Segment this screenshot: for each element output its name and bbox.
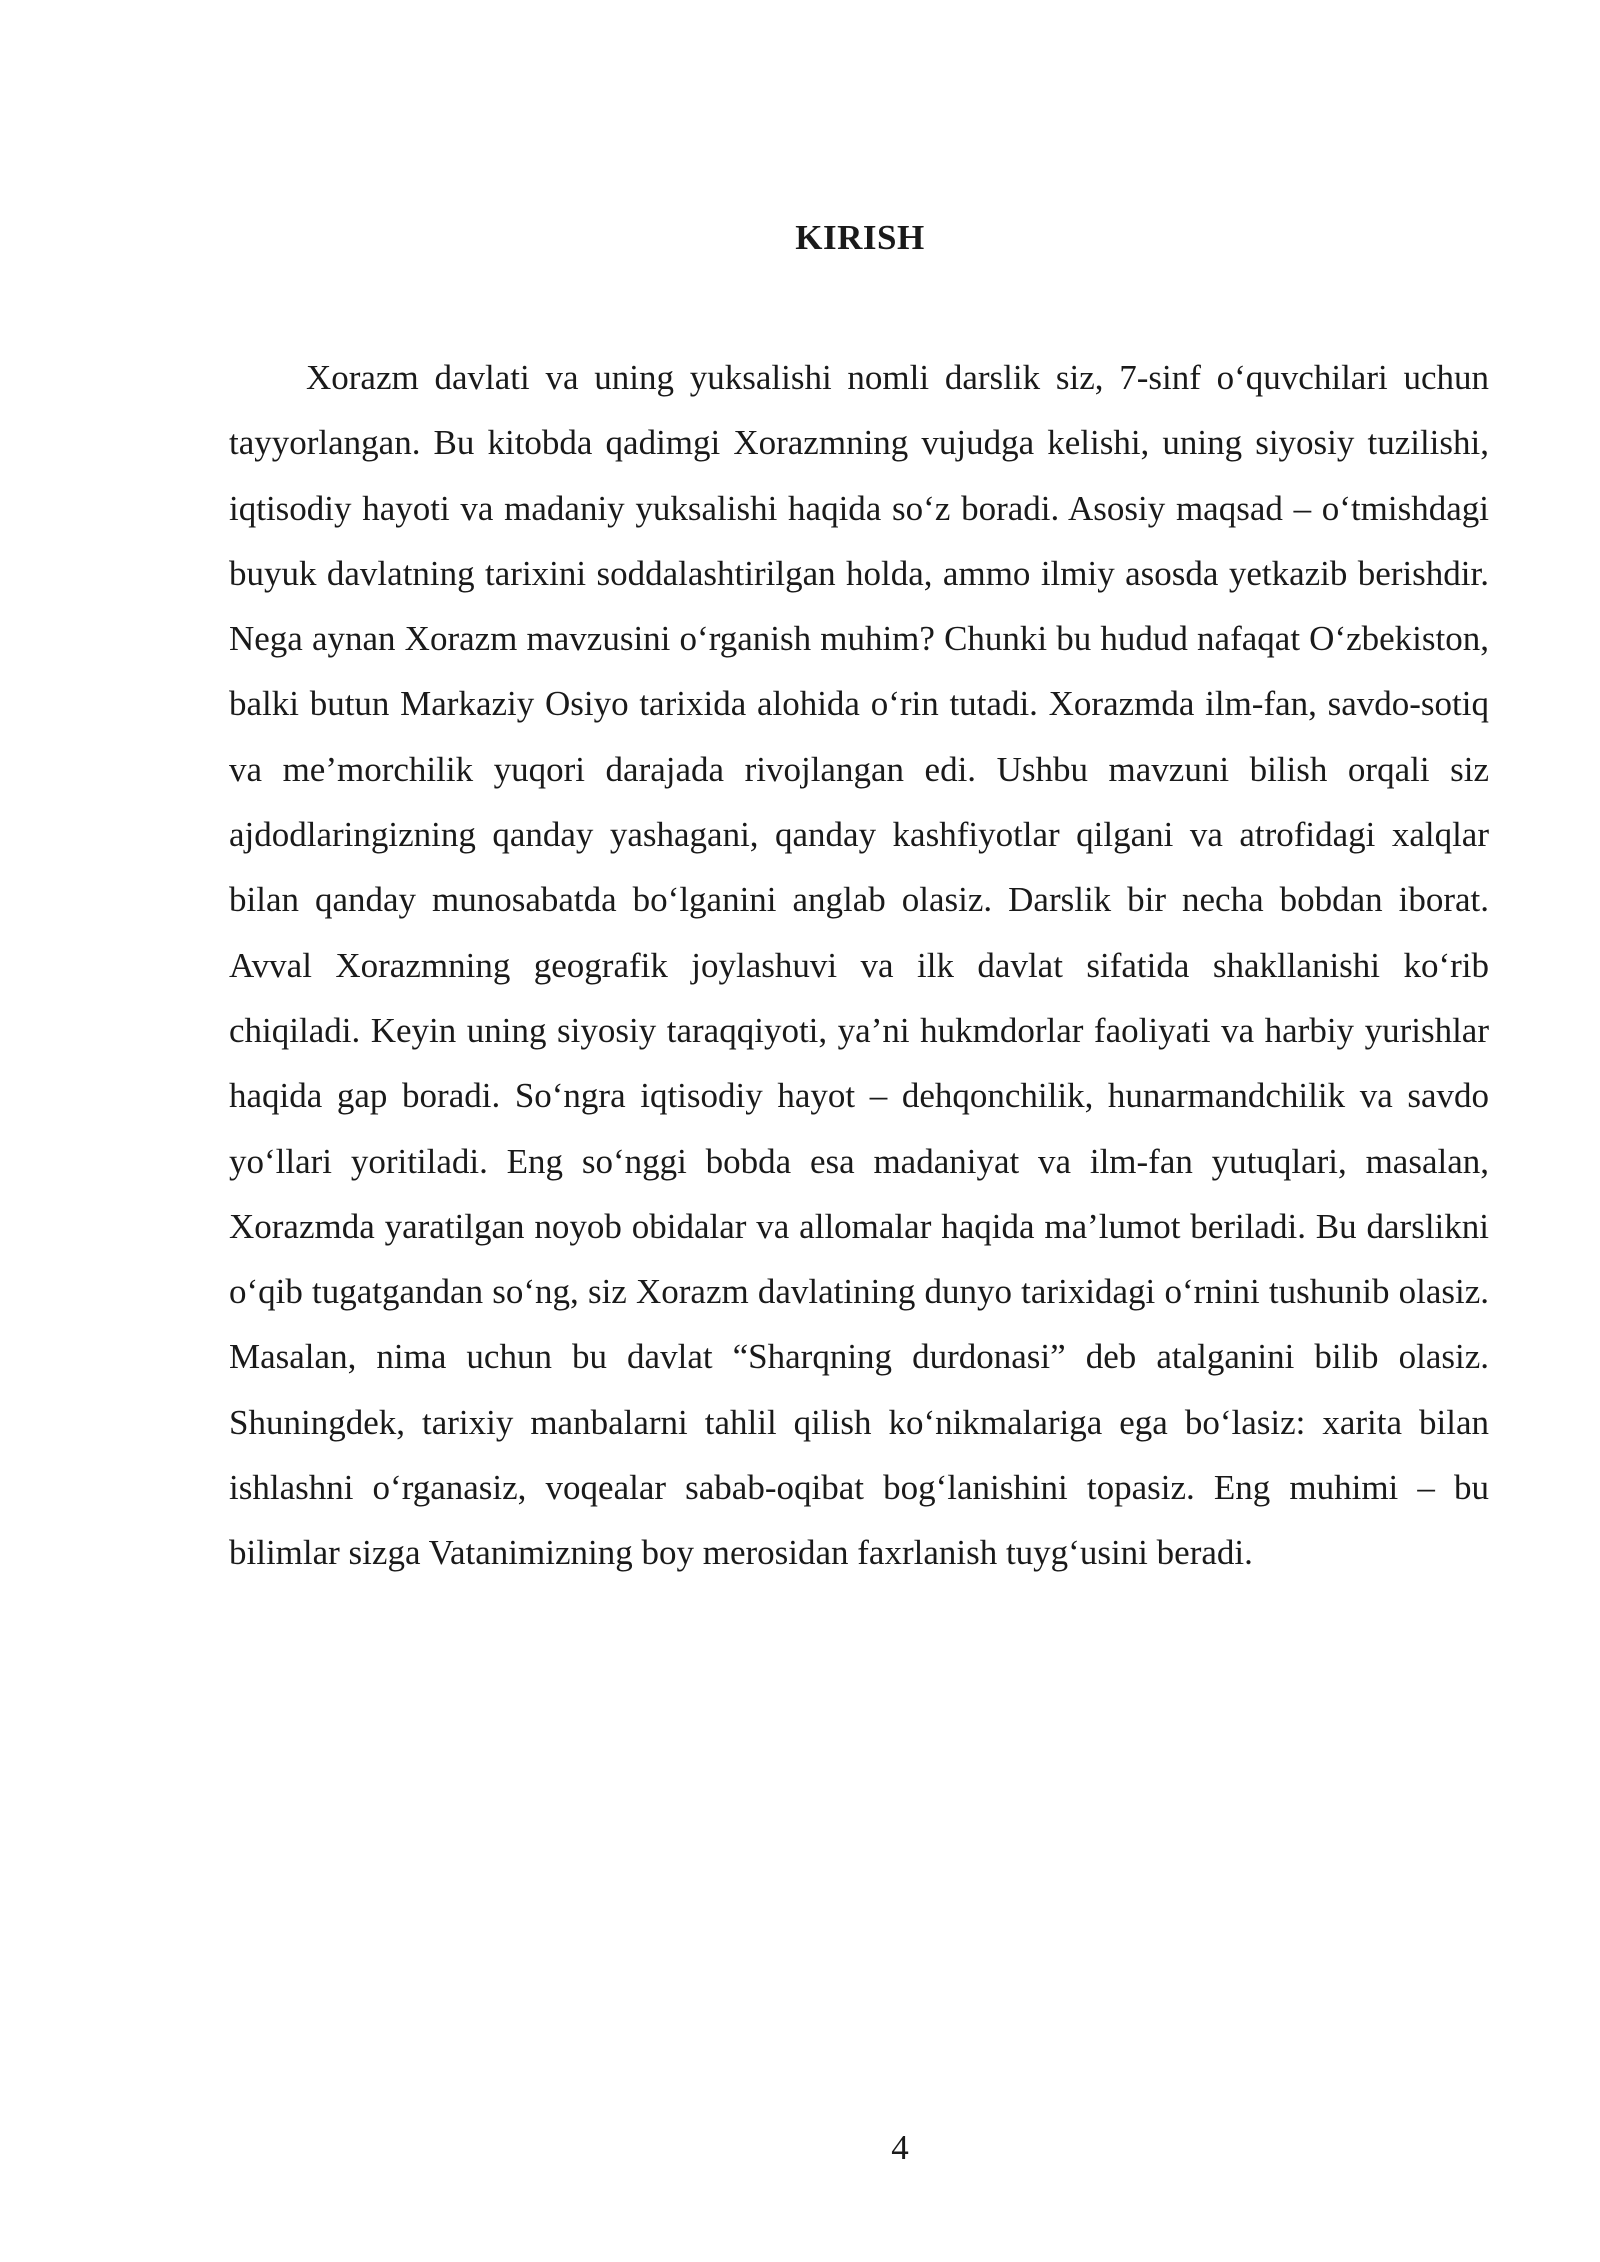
page-number: 4 bbox=[891, 2128, 909, 2167]
page-title: KIRISH bbox=[795, 218, 925, 257]
body-paragraph: Xorazm davlati va uning yuksalishi nomli darslik siz, 7-sinf o‘quvchilari uchun tayyorlangan. Bu kitobda qadimgi Xorazmning vujudga kelishi, uning siyosiy tuzilishi, iqtisodiy hayoti va madaniy yuksalishi haqida so‘z boradi. Asosiy maqsad – o‘tmishdagi buyuk davlatning tarixini soddalashtirilgan holda, ammo ilmiy asosda yetkazib berishdir. Nega aynan Xorazm mavzusini o‘rganish muhim? Chunki bu hudud nafaqat O‘zbekiston, balki butun Markaziy Osiyo tarixida alohida o‘rin tutadi. Xorazmda ilm-fan, savdo-sotiq va me’morchilik yuqori darajada rivojlangan edi. Ushbu mavzuni bilish orqali siz ajdodlaringizning qanday yashagani, qanday kashfiyotlar qilgani va atrofidagi xalqlar bilan qanday munosabatda bo‘lganini anglab olasiz. Darslik bir necha bobdan iborat. Avval Xorazmning geografik joylashuvi va ilk davlat sifatida shakllanishi ko‘rib chiqiladi. Keyin uning siyosiy taraqqiyoti, ya’ni hukmdorlar faoliyati va harbiy yurishlar haqida gap boradi. So‘ngra iqtisodiy hayot – dehqonchilik, hunarmandchilik va savdo yo‘llari yoritiladi. Eng so‘nggi bobda esa madaniyat va ilm-fan yutuqlari, masalan, Xorazmda yaratilgan noyob obidalar va allomalar haqida ma’lumot beriladi. Bu darslikni o‘qib tugatgandan so‘ng, siz Xorazm davlatining dunyo tarixidagi o‘rnini tushunib olasiz. Masalan, nima uchun bu davlat “Sharqning durdonasi” deb atalganini bilib olasiz. Shuningdek, tarixiy manbalarni tahlil qilish ko‘nikmalariga ega bo‘lasiz: xarita bilan ishlashni o‘rganasiz, voqealar sabab-oqibat bog‘lanishini topasiz. Eng muhimi – bu bilimlar sizga Vatanimizning boy merosidan faxrlanish tuyg‘usini beradi. bbox=[229, 358, 1489, 1573]
